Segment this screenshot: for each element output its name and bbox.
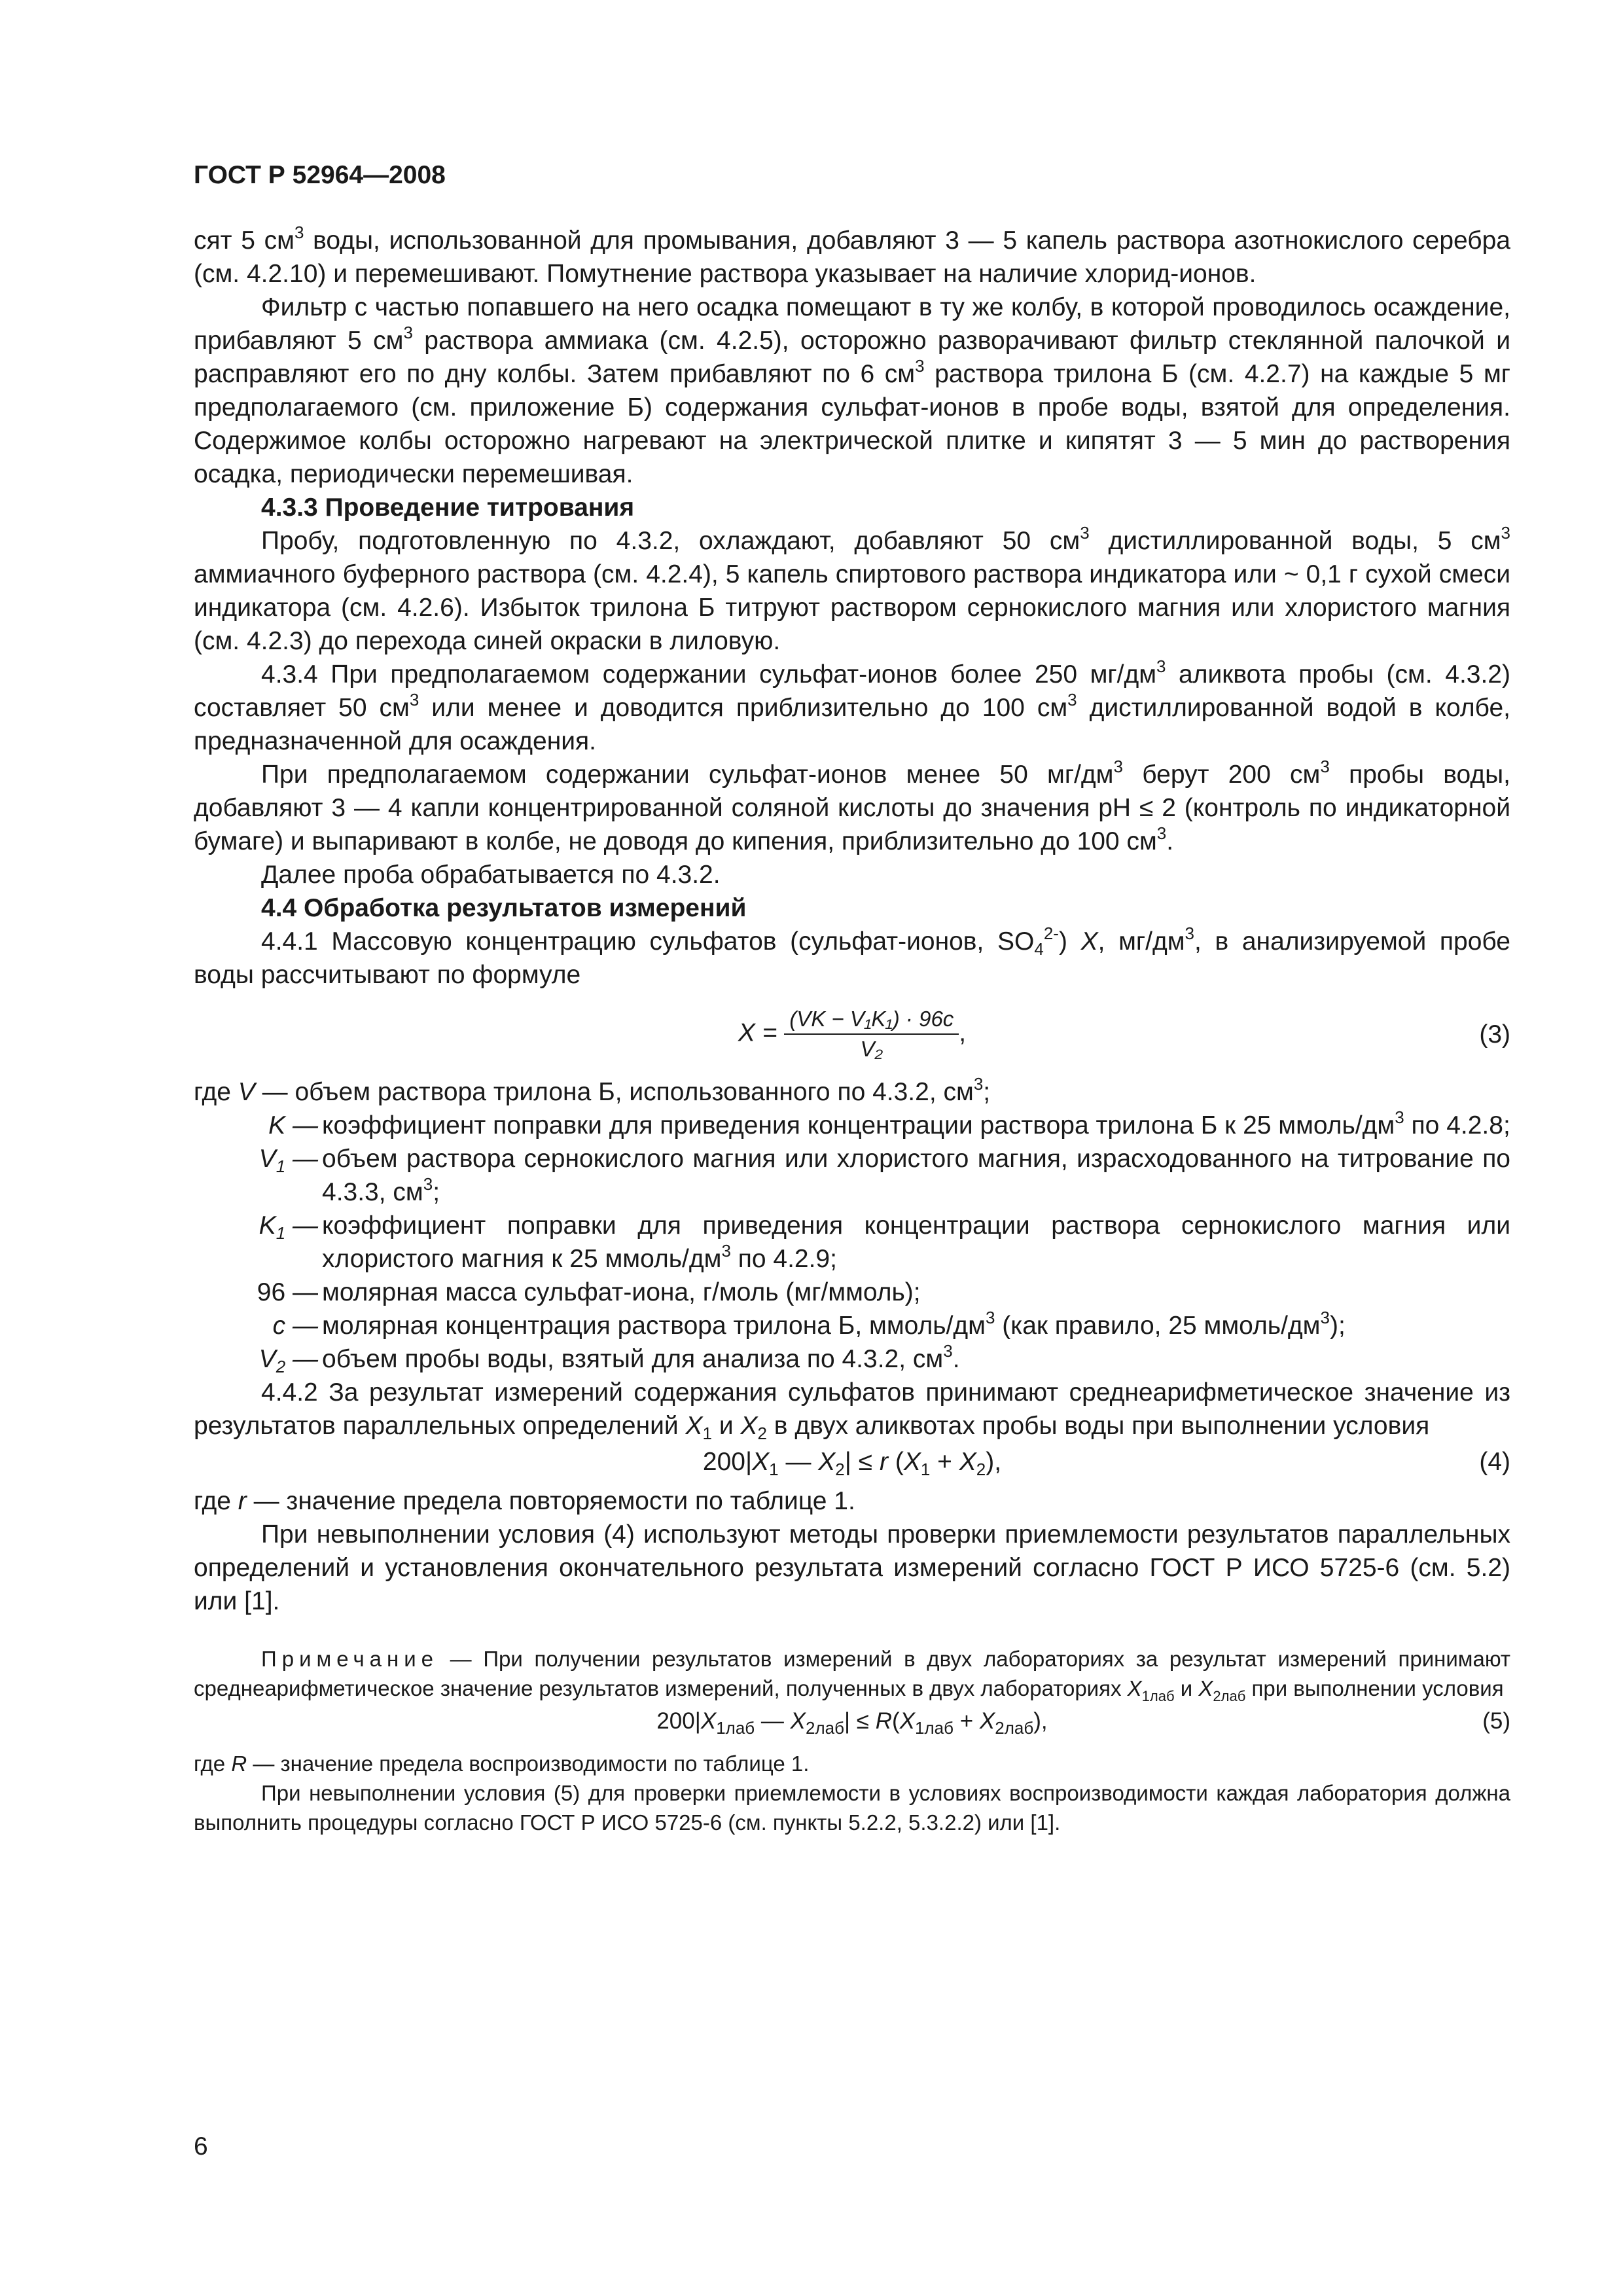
document-header: ГОСТ Р 52964—2008 <box>194 161 446 189</box>
formula-3 <box>194 997 1510 1075</box>
paragraph: Пробу, подготовленную по 4.3.2, охлаждают, добавляют 50 $см^3$ дистиллированной воды, 5 $см^3$ аммиачного буферного раствора (см. 4.2.4), 5 капель спиртового раствора индикатора или ~ 0,1 г сухой смеси индикатора (см. 4.2.6). Избыток трилона Б титруют раствором сернокислого магния или хлористого магния (см. 4.2.3) до перехода синей окраски в лиловую. <box>194 523 1510 655</box>
where-v: где V — объем раствора трилона Б, использованного по 4.3.2, $см^3$; <box>194 1074 991 1106</box>
formula-3-fraction <box>784 1005 959 1064</box>
page-number: 6 <box>194 2132 208 2161</box>
section-heading: 4.3.3 Проведение титрования <box>261 493 635 522</box>
paragraph: При предполагаемом содержании сульфат-ионов менее 50 $мг/дм^3$ берут 200 $см^3$ пробы воды, добавляют 3 — 4 капли концентрированной соляной кислоты до значения pH ≤ 2 (контроль по индикаторной бумаге) и выпаривают в колбе, не доводя до кипения, приблизительно до 100 $см^3$. <box>194 757 1511 855</box>
note-label: Примечание <box>261 1647 439 1671</box>
definition-symbol: $V_1$ — <box>259 1145 318 1176</box>
definition-item <box>194 1142 1510 1209</box>
formula-5-number: (5) <box>1482 1708 1510 1734</box>
definition-symbol: c — <box>272 1312 318 1340</box>
definition-text: объем пробы воды, взятый для анализа по 4.3.2, $см^3$. <box>322 1341 960 1373</box>
formula-3-numerator: (VK − V₁K₁) · 96c <box>784 1005 959 1035</box>
definition-text: молярная концентрация раствора трилона Б, ммоль/$дм^3$ (как правило, 25 ммоль/$дм^3$); <box>322 1308 1346 1340</box>
definition-item <box>194 1309 1510 1342</box>
body-text <box>194 224 1510 992</box>
definition-symbol: $V_2$ — <box>259 1345 318 1376</box>
formula-3-number: (3) <box>1479 1020 1510 1049</box>
formula-4-expr: $200|X_1$ — $X_2| \le r$ $(X_1 + X_2)$, <box>702 1448 1002 1479</box>
where-r: где r — значение предела повторяемости по таблице 1. <box>194 1487 855 1515</box>
formula-3-lhs: X = <box>738 1018 777 1047</box>
definition-item <box>194 1109 1510 1142</box>
formula-3-denominator: V₂ <box>860 1037 883 1061</box>
where-R: где R — значение предела воспроизводимости по таблице 1. <box>194 1751 810 1776</box>
definition-text: коэффициент поправки для приведения концентрации раствора трилона Б к 25 ммоль/$дм^3$ по 4.2.8; <box>322 1107 1510 1139</box>
definition-symbol: K — <box>268 1111 318 1139</box>
paragraph: Фильтр с частью попавшего на него осадка помещают в ту же колбу, в которой проводилось осаждение, прибавляют 5 $см^3$ раствора аммиака (см. 4.2.5), осторожно разворачивают фильтр стеклянной палочкой и расправляют его по дну колбы. Затем прибавляют по 6 $см^3$ раствора трилона Б (см. 4.2.7) на каждые 5 мг предполагаемого (см. приложение Б) содержания сульфат-ионов в пробе воды, взятой для определения. Содержимое колбы осторожно нагревают на электрической плитке и кипятят 3 — 5 мин до растворения осадка, периодически перемешивая. <box>194 293 1510 488</box>
note-paragraph <box>194 1644 1510 1703</box>
paragraph: 4.3.4 При предполагаемом содержании сульфат-ионов более 250 $мг/дм^3$ аликвота пробы (см. 4.3.2) составляет 50 $см^3$ или менее и доводится приблизительно до 100 $см^3$ дистиллированной водой в колбе, предназначенной для осаждения. <box>194 656 1511 755</box>
definition-text: объем раствора сернокислого магния или хлористого магния, израсходованного на титрование по 4.3.3, $см^3$; <box>322 1145 1510 1206</box>
para-4-4-2: 4.4.2 За результат измерений содержания сульфатов принимают среднеарифметическое значение из результатов параллельных определений $X_1$ и $X_2$ в двух аликвотах пробы воды при выполнении условия <box>194 1378 1510 1443</box>
section-heading: 4.4 Обработка результатов измерений <box>261 894 747 922</box>
definitions-list <box>194 1109 1510 1376</box>
definition-item <box>194 1276 1510 1309</box>
formula-4 <box>194 1443 1510 1484</box>
formula-4-number: (4) <box>1479 1448 1510 1476</box>
note-text: — При получении результатов измерений в двух лабораториях за результат измерений принимают среднеарифметическое значение результатов измерений, полученных в двух лабораториях $X_{1лаб}$ и $X_{2лаб}$ при выполнении условия <box>194 1647 1510 1704</box>
document-page <box>194 161 1510 1837</box>
paragraph: сят 5 $см^3$ воды, использованной для промывания, добавляют 3 — 5 капель раствора азотнокислого серебра (см. 4.2.10) и перемешивают. Помутнение раствора указывает на наличие хлорид-ионов. <box>194 223 1510 288</box>
paragraph: Далее проба обрабатывается по 4.3.2. <box>261 861 721 889</box>
definition-text: молярная масса сульфат-иона, г/моль (мг/ммоль); <box>322 1278 921 1306</box>
formula-5-expr: $200|X_{1лаб}$ — $X_{2лаб}| \le R(X_{1лаб} + X_{2лаб})$, <box>656 1708 1048 1738</box>
definition-item <box>194 1209 1510 1276</box>
formula-5 <box>194 1703 1510 1749</box>
note-fail-5: При невыполнении условия (5) для проверки приемлемости в условиях воспроизводимости каждая лаборатория должна выполнить процедуры согласно ГОСТ Р ИСО 5725-6 (см. пункты 5.2.2, 5.3.2.2) или [1]. <box>194 1781 1510 1835</box>
para-fail-4: При невыполнении условия (4) используют методы проверки приемлемости результатов параллельных определений и установления окончательного результата измерений согласно ГОСТ Р ИСО 5725-6 (см. 5.2) или [1]. <box>194 1520 1510 1615</box>
definition-item <box>194 1342 1510 1376</box>
definition-symbol: 96 — <box>257 1278 318 1306</box>
paragraph: 4.4.1 Массовую концентрацию сульфатов (сульфат-ионов, $SO_4^{2-}$) X, $мг/дм^3$, в анализируемой пробе воды рассчитывают по формуле <box>194 924 1510 989</box>
definition-text: коэффициент поправки для приведения концентрации раствора сернокислого магния или хлористого магния к 25 ммоль/$дм^3$ по 4.2.9; <box>322 1211 1510 1273</box>
formula-3-tail: , <box>959 1018 967 1047</box>
definition-symbol: $K_1$ — <box>259 1211 318 1243</box>
